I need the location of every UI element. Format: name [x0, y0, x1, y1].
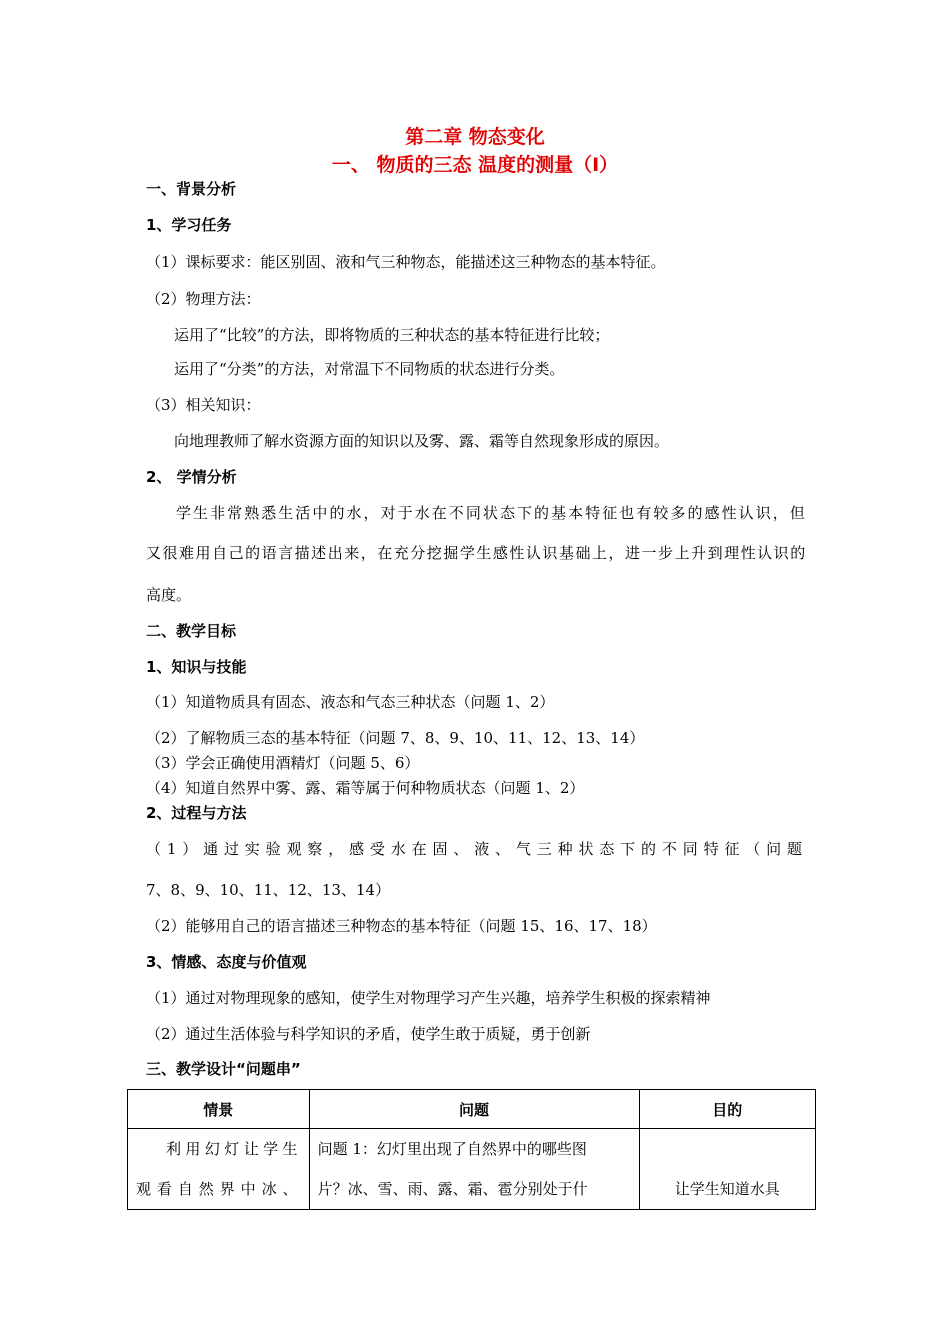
header-question: 问题 [309, 1090, 639, 1129]
emotion-values-heading: 3、情感、态度与价值观 [146, 953, 307, 971]
question-line-2: 片？冰、雪、雨、露、霜、雹分别处于什 [317, 1180, 588, 1198]
learner-analysis-line-2: 又很难用自己的语言描述出来，在充分挖掘学生感性认识基础上，进一步上升到理性认识的 [146, 544, 806, 562]
table-row [128, 1129, 816, 1210]
process-method-heading: 2、过程与方法 [146, 804, 247, 822]
goal-knowledge-1: （1）知道物质具有固态、液态和气态三种状态（问题 1、2） [146, 693, 555, 711]
related-knowledge-label: （3）相关知识： [146, 396, 261, 414]
learner-analysis-heading: 2、 学情分析 [146, 468, 237, 486]
learner-analysis-line-3: 高度。 [146, 586, 192, 604]
section-background-heading: 一、背景分析 [146, 180, 237, 198]
lesson-title: 一、 物质的三态 温度的测量（Ⅰ） [331, 154, 619, 176]
curriculum-requirement: （1）课标要求：能区别固、液和气三种物态，能描述这三种物态的基本特征。 [146, 253, 666, 271]
table-header-row [128, 1090, 816, 1129]
method-classify: 运用了“分类”的方法，对常温下不同物质的状态进行分类。 [174, 360, 565, 378]
goal-emotion-2: （2）通过生活体验与科学知识的矛盾，使学生敢于质疑，勇于创新 [146, 1025, 591, 1043]
goal-process-1-line-2: 7、8、9、10、11、12、13、14） [146, 881, 391, 899]
method-compare: 运用了“比较”的方法，即将物质的三种状态的基本特征进行比较； [174, 326, 610, 344]
scene-line-1: 利用幻灯让学生 [166, 1140, 301, 1158]
goal-process-2: （2）能够用自己的语言描述三种物态的基本特征（问题 15、16、17、18） [146, 917, 657, 935]
goal-process-1-line-1: （1）通过实验观察，感受水在固、液、气三种状态下的不同特征（问题 [146, 840, 806, 858]
knowledge-skills-heading: 1、知识与技能 [146, 658, 247, 676]
question-line-1: 问题 1：幻灯里出现了自然界中的哪些图 [317, 1140, 587, 1158]
goal-knowledge-2: （2）了解物质三态的基本特征（问题 7、8、9、10、11、12、13、14） [146, 729, 645, 747]
purpose-line-1: 让学生知道水具 [674, 1180, 780, 1198]
learner-analysis-line-1: 学生非常熟悉生活中的水，对于水在不同状态下的基本特征也有较多的感性认识，但 [176, 504, 806, 522]
purpose-cell [639, 1129, 815, 1210]
chapter-title: 第二章 物态变化 [405, 126, 545, 148]
goal-knowledge-3: （3）学会正确使用酒精灯（问题 5、6） [146, 754, 420, 772]
question-chain-heading: 三、教学设计“问题串” [146, 1060, 301, 1078]
question-cell [309, 1129, 639, 1210]
teaching-goals-heading: 二、教学目标 [146, 622, 237, 640]
scene-line-2: 观看自然界中冰、 [136, 1180, 301, 1198]
question-chain-table [127, 1089, 816, 1210]
learning-task-heading: 1、学习任务 [146, 216, 232, 234]
header-scene: 情景 [128, 1090, 310, 1129]
related-knowledge-text: 向地理教师了解水资源方面的知识以及雾、露、霜等自然现象形成的原因。 [174, 432, 670, 450]
physics-method-label: （2）物理方法： [146, 290, 261, 308]
scene-cell [128, 1129, 310, 1210]
goal-knowledge-4: （4）知道自然界中雾、露、霜等属于何种物质状态（问题 1、2） [146, 779, 585, 797]
goal-emotion-1: （1）通过对物理现象的感知，使学生对物理学习产生兴趣，培养学生积极的探索精神 [146, 989, 711, 1007]
header-purpose: 目的 [639, 1090, 815, 1129]
